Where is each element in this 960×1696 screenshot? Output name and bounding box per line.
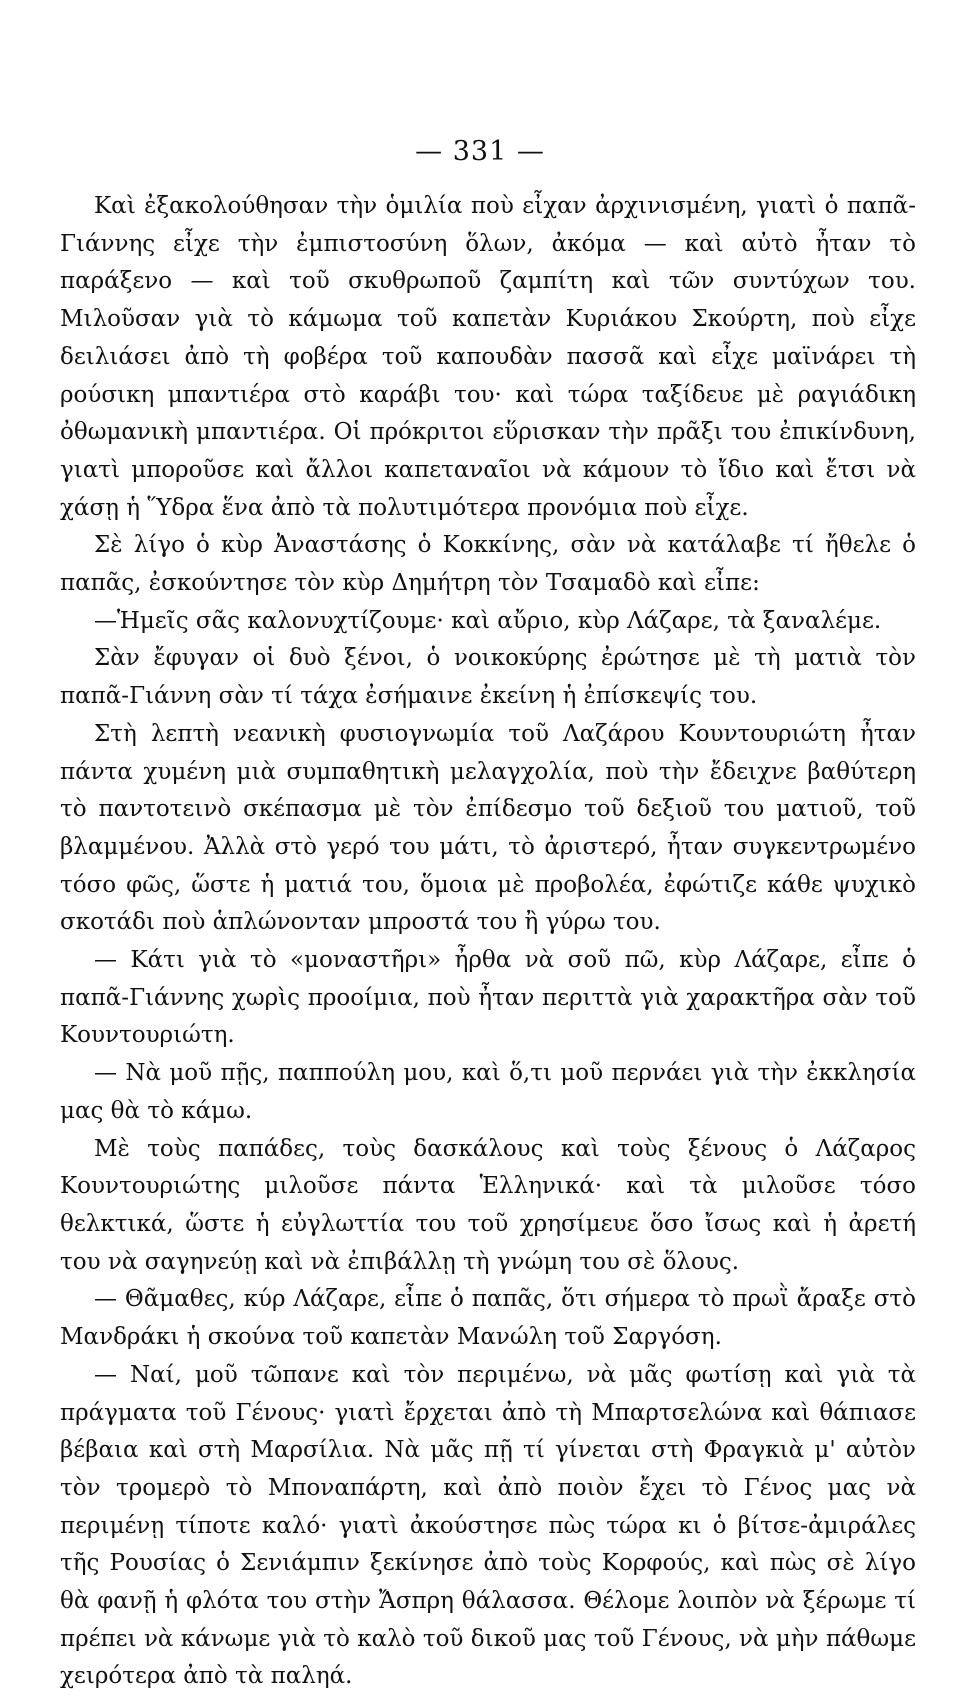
- paragraph: Σὰν ἔφυγαν οἱ δυὸ ξένοι, ὁ νοικοκύρης ἐρώτησε μὲ τὴ ματιὰ τὸν παπᾶ-Γιάννη σὰν τί τάχα ἐσήμαινε ἐκείνη ἡ ἐπίσκεψίς του.: [60, 645, 916, 710]
- paragraph: Σὲ λίγο ὁ κὺρ Ἀναστάσης ὁ Κοκκίνης, σὰν νὰ κατάλαβε τί ἤθελε ὁ παπᾶς, ἐσκούντησε τὸν κὺρ Δημήτρη τὸν Τσαμαδὸ καὶ εἶπε:: [60, 532, 916, 597]
- paragraph: Μὲ τοὺς παπάδες, τοὺς δασκάλους καὶ τοὺς ξένους ὁ Λάζαρος Κουντουριώτης μιλοῦσε πάντα Ἑλληνικά· καὶ τὰ μιλοῦσε τόσο θελκτικά, ὥστε ἡ εὐγλωττία του τοῦ χρησίμευε ὅσο ἴσως καὶ ἡ ἀρετή του νὰ σαγηνεύῃ καὶ νὰ ἐπιβάλλῃ τὴ γνώμη του σὲ ὅλους.: [60, 1135, 916, 1275]
- paragraph: — Θᾶμαθες, κύρ Λάζαρε, εἶπε ὁ παπᾶς, ὅτι σήμερα τὸ πρωῒ ἄραξε στὸ Μανδράκι ἡ σκούνα τοῦ καπετὰν Μανώλη τοῦ Σαργόση.: [60, 1286, 916, 1351]
- paragraph: Στὴ λεπτὴ νεανικὴ φυσιογνωμία τοῦ Λαζάρου Κουντουριώτη ἦταν πάντα χυμένη μιὰ συμπαθητικὴ μελαγχολία, ποὺ τὴν ἔδειχνε βαθύτερη τὸ παντοτεινὸ σκέπασμα μὲ τὸν ἐπίδεσμο τοῦ δεξιοῦ του ματιοῦ, τοῦ βλαμμένου. Ἀλλὰ στὸ γερό του μάτι, τὸ ἀριστερό, ἦταν συγκεντρωμένο τόσο φῶς, ὥστε ἡ ματιά του, ὅμοια μὲ προβολέα, ἐφώτιζε κάθε ψυχικὸ σκοτάδι ποὺ ἁπλώνονταν μπροστά του ἢ γύρω του.: [60, 720, 916, 936]
- body-text: [60, 188, 916, 1696]
- page-number: — 331 —: [415, 136, 545, 167]
- paragraph: — Νὰ μοῦ πῇς, παππούλη μου, καὶ ὅ,τι μοῦ περνάει γιὰ τὴν ἐκκλησία μας θὰ τὸ κάμω.: [60, 1060, 916, 1124]
- paragraph: — Ναί, μοῦ τῶπανε καὶ τὸν περιμένω, νὰ μᾶς φωτίσῃ καὶ γιὰ τὰ πράγματα τοῦ Γένους· γιατὶ ἔρχεται ἀπὸ τὴ Μπαρτσελώνα καὶ θάπιασε βέβαια καὶ στὴ Μαρσίλια. Νὰ μᾶς πῇ τί γίνεται στὴ Φραγκιὰ μ' αὐτὸν τὸν τρομερὸ τὸ Μποναπάρτη, καὶ ἀπὸ ποιὸν ἔχει τὸ Γένος μας νὰ περιμένῃ τίποτε καλό· γιατὶ ἀκούστησε πὼς τώρα κι ὁ βίτσε-ἀμιράλες τῆς Ρουσίας ὁ Σενιάμπιν ξεκίνησε ἀπὸ τοὺς Κορφούς, καὶ πὼς σὲ λίγο θὰ φανῇ ἡ φλότα του στὴν Ἄσπρη θάλασσα. Θέλομε λοιπὸν νὰ ξέρωμε τί πρέπει νὰ κάνωμε γιὰ τὸ καλὸ τοῦ δικοῦ μας τοῦ Γένους, νὰ μὴν πάθωμε χειρότερα ἀπὸ τὰ παληά.: [60, 1361, 916, 1690]
- paragraph: Καὶ ἐξακολούθησαν τὴν ὁμιλία ποὺ εἶχαν ἀρχινισμένη, γιατὶ ὁ παπᾶ-Γιάννης εἶχε τὴν ἐμπιστοσύνη ὅλων, ἀκόμα — καὶ αὐτὸ ἦταν τὸ παράξενο — καὶ τοῦ σκυθρωποῦ ζαμπίτη καὶ τῶν συντύχων του. Μιλοῦσαν γιὰ τὸ κάμωμα τοῦ καπετὰν Κυριάκου Σκούρτη, ποὺ εἶχε δειλιάσει ἀπὸ τὴ φοβέρα τοῦ καπουδὰν πασσᾶ καὶ εἶχε μαϊνάρει τὴ ρούσικη μπαντιέρα στὸ καράβι του· καὶ τώρα ταξίδευε μὲ ραγιάδικη ὀθωμανικὴ μπαντιέρα. Οἱ πρόκριτοι εὕρισκαν τὴν πρᾶξι του ἐπικίνδυνη, γιατὶ μποροῦσε καὶ ἄλλοι καπεταναῖοι νὰ κάμουν τὸ ἴδιο καὶ ἔτσι νὰ χάσῃ ἡ Ὕδρα ἕνα ἀπὸ τὰ πολυτιμότερα προνόμια ποὺ εἶχε.: [60, 193, 916, 521]
- paragraph: —Ἡμεῖς σᾶς καλονυχτίζουμε· καὶ αὔριο, κὺρ Λάζαρε, τὰ ξαναλέμε.: [94, 607, 882, 634]
- paragraph: — Κάτι γιὰ τὸ «μοναστῆρι» ἦρθα νὰ σοῦ πῶ, κὺρ Λάζαρε, εἶπε ὁ παπᾶ-Γιάννης χωρὶς προοίμια, ποὺ ἦταν περιττὰ γιὰ χαρακτῆρα σὰν τοῦ Κουντουριώτη.: [60, 947, 916, 1049]
